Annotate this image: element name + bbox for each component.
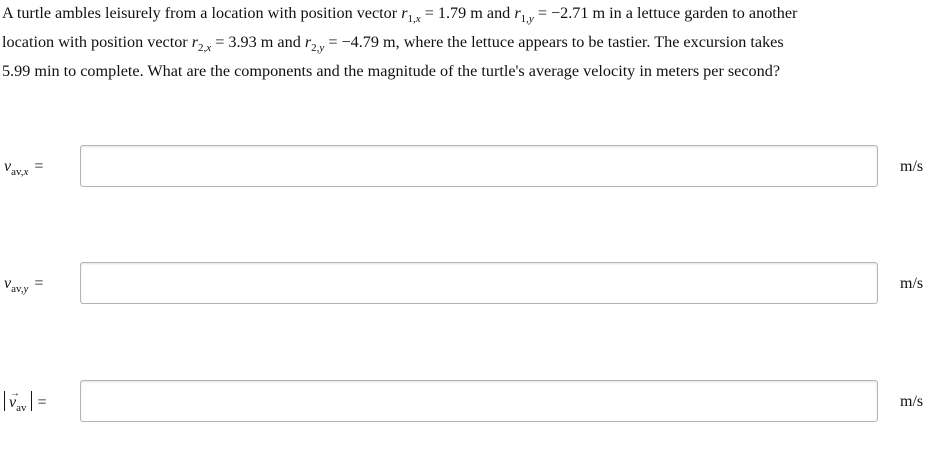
r1y-subscript: 1,y xyxy=(520,13,534,25)
r2y-value: = −4.79 m, where the lettuce appears to be tastier. The excursion takes xyxy=(324,33,784,51)
vy-answer-input[interactable] xyxy=(80,262,878,304)
abs-bar-right xyxy=(31,391,32,411)
vx-label: $v_{av,x}$ = xyxy=(4,158,44,178)
vmag-answer-input[interactable] xyxy=(80,380,878,422)
r1y-value: = −2.71 m in a lettuce garden to another xyxy=(533,4,798,22)
vmag-unit: m/s xyxy=(900,393,924,410)
question-line-3: 5.99 min to complete. What are the components and the magnitude of the turtle's average velocity in meters per second? xyxy=(2,62,781,80)
vy-unit: m/s xyxy=(900,275,924,292)
question-text xyxy=(2,0,932,85)
r1x-subscript: 1,x xyxy=(407,13,421,25)
question-line-2: location with position vector $r_{2,x} = 3.93$ m and $r_{2,y} = -4.79$ m, where the lettuce appears to be tastier. The excursion takes xyxy=(2,33,784,54)
r2y-subscript: 2,y xyxy=(311,42,325,54)
r2x-subscript: 2,x xyxy=(198,42,212,54)
r2y-symbol: r xyxy=(304,33,312,51)
question-line-1: A turtle ambles leisurely from a location with position vector $r_{1,x} = 1.79$ m and $r_{1,y} = -2.71$ m in a lettuce garden to another xyxy=(2,4,798,25)
vy-label: $v_{av,y}$ = xyxy=(4,275,44,295)
r2x-value: = 3.93 m and xyxy=(211,33,305,51)
abs-bar-left xyxy=(4,391,5,411)
vmag-answer-row xyxy=(0,380,942,424)
r1x-symbol: r xyxy=(401,4,408,22)
vector-arrow-icon: → xyxy=(10,388,20,399)
vx-unit: m/s xyxy=(900,158,924,175)
vector-v-symbol: v → xyxy=(9,392,16,414)
vmag-label: v → $_{av}$ = xyxy=(4,391,47,415)
r1x-value: = 1.79 m and xyxy=(420,4,515,22)
vx-answer-input[interactable] xyxy=(80,145,878,187)
r2x-symbol: r xyxy=(191,33,199,51)
vx-answer-row xyxy=(0,145,942,189)
r1y-symbol: r xyxy=(514,4,521,22)
vy-answer-row xyxy=(0,262,942,306)
